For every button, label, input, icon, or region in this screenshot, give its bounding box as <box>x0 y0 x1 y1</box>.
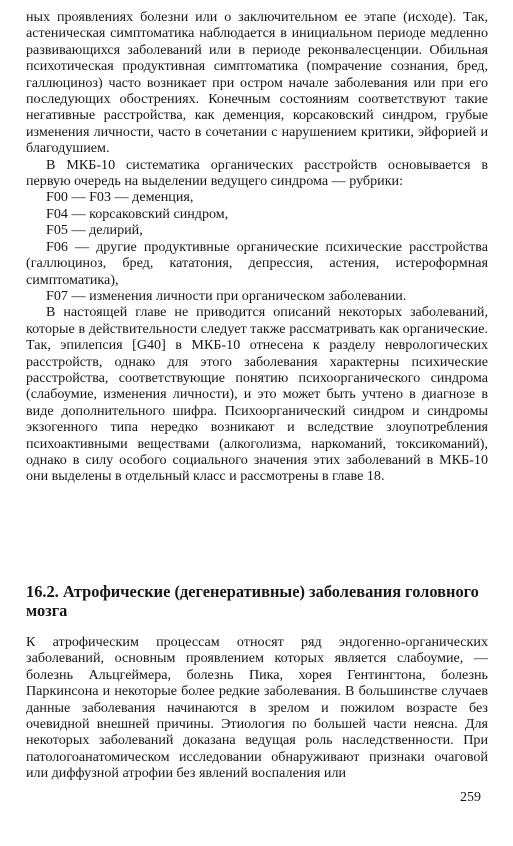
paragraph-atrophic-intro: К атрофическим процессам относят ряд эндогенно-органических заболеваний, основным проявлением которых является слабоумие, — болезнь Альцгеймера, болезнь Пика, хорея Гентингтона, болезнь Паркинсона и некоторые более редкие заболевания. В большинстве случаев данные заболевания начинаются в зрелом и пожилом возрасте без очевидной внешней причины. Этиология по большей части неясна. Для некоторых заболеваний доказана ведущая роль наследственности. При патологоанатомическом исследовании обнаруживают признаки очаговой или диффузной атрофии без явлений воспаления или <box>26 634 488 782</box>
paragraph-icd10-intro: В МКБ-10 систематика органических расстройств основывается в первую очередь на выделении ведущего синдрома — рубрики: <box>26 156 488 190</box>
rubric-list <box>26 189 488 304</box>
body-text-top <box>26 9 488 485</box>
rubric-item: F07 — изменения личности при органическом заболевании. <box>46 287 407 304</box>
paragraph-continuation: ных проявлениях болезни или о заключительном ее этапе (исходе). Так, астеническая симптоматика наблюдается в инициальном периоде медленно развивающихся заболеваний или в периоде реконвалесценции. Обильная психотическая продуктивная симптоматика (помрачение сознания, бред, галлюциноз) часто возникает при остром начале заболевания или при его последующих обострениях. Конечным состояниям соответствуют такие негативные расстройства, как деменция, корсаковский синдром, грубые изменения личности, часто в сочетании с нарушением критики, эйфорией и благодушием. <box>26 9 488 157</box>
section-heading: 16.2. Атрофические (дегенеративные) заболевания головного мозга <box>26 582 479 620</box>
rubric-item: F06 — другие продуктивные органические психические расстройства (галлюциноз, бред, кататония, депрессия, астения, истероформная симптоматика), <box>26 238 488 288</box>
rubric-item: F00 — F03 — деменция, <box>46 189 194 206</box>
rubric-item: F04 — корсаковский синдром, <box>46 205 229 222</box>
paragraph-excluded-diseases: В настоящей главе не приводится описаний некоторых заболеваний, которые в действительности следует также рассматривать как органические. Так, эпилепсия [G40] в МКБ-10 отнесена к разделу неврологических расстройств, однако для этого заболевания характерны психические расстройства, соответствующие понятию психоорганического синдрома (слабоумие, изменения личности), и это может быть учтено в диагнозе в виде дополнительного шифра. Психоорганический синдром и синдромы экзогенного типа нередко возникают и вследствие злоупотребления психоактивными веществами (алкоголизма, наркоманий, токсикоманий), однако в силу особого социального значения этих заболеваний в МКБ-10 они выделены в отдельный класс и рассмотрены в главе 18. <box>26 304 488 485</box>
body-text-section <box>26 634 488 782</box>
rubric-item: F05 — делирий, <box>46 222 143 239</box>
page-number: 259 <box>460 790 481 805</box>
